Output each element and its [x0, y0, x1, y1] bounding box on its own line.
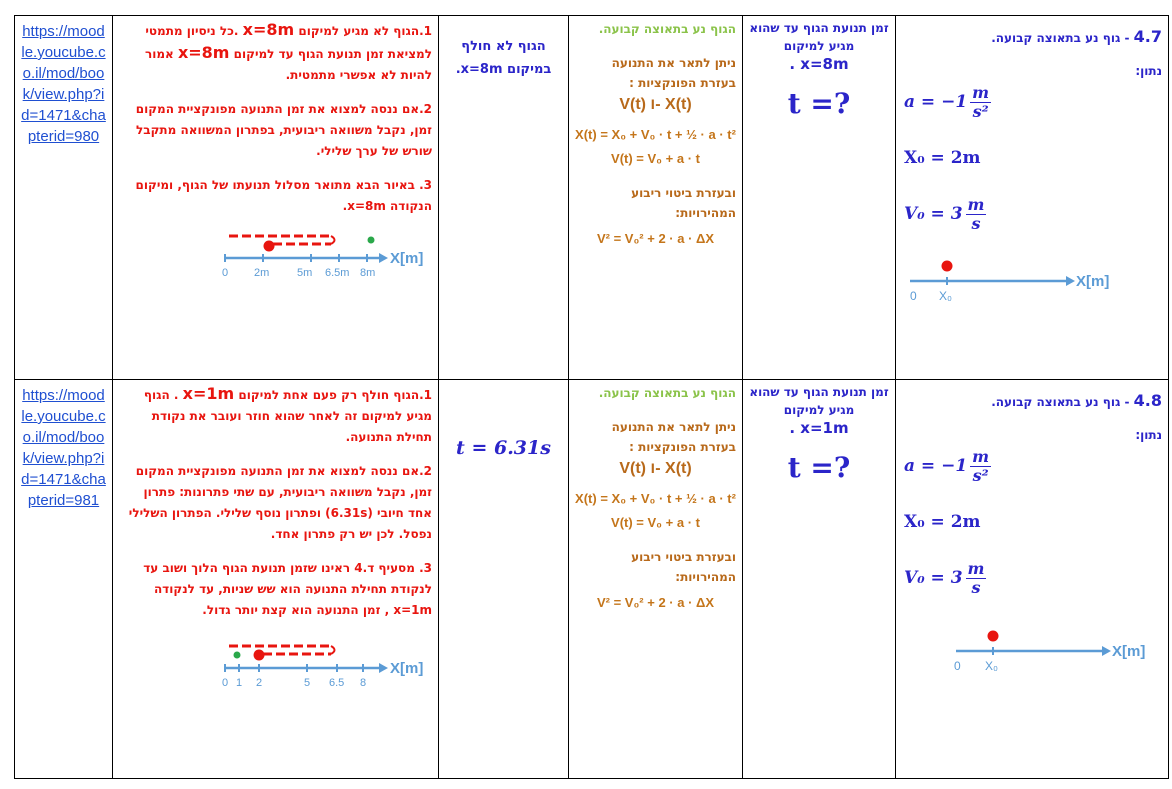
- tick-label: 8: [360, 677, 367, 689]
- given-axis-diagram: [952, 626, 1172, 674]
- question-cell: [743, 380, 896, 779]
- initial-velocity-value: V₀ = 3 m s: [904, 558, 985, 597]
- tick-label: 8m: [360, 267, 376, 279]
- answer-text: הגוף לא חולף במיקום x=8m.: [455, 39, 552, 77]
- explanation-p1: 1.הגוף לא מגיע למיקום x=8m .כל ניסיון מתמטי למציאת זמן תנועת הגוף עד למיקום x=8m אמור להיות לא אפשרי מתמטית.: [144, 20, 432, 82]
- target-dot: [368, 237, 375, 244]
- moodle-link[interactable]: https://moodle.youcube.co.il/mod/book/view.php?id=1471&chapterid=980: [21, 23, 106, 145]
- axis-label: X[m]: [1076, 273, 1110, 290]
- trajectory-diagram: [219, 230, 434, 286]
- given-cell: [896, 16, 1169, 380]
- axis-label: X[m]: [1112, 643, 1146, 660]
- problem-title: 4.7 - גוף נע בתאוצה קבועה.: [991, 27, 1162, 46]
- constant-acceleration-note: הגוף נע בתאוצה קבועה.: [598, 386, 736, 400]
- table-row: [15, 380, 1169, 779]
- velocity-equation: V(t) = V₀ + a · t: [611, 515, 700, 530]
- velocity-squared-equation: V² = V₀² + 2 · a · ΔX: [596, 231, 715, 246]
- given-cell: [896, 380, 1169, 779]
- initial-position-value: X₀ = 2m: [904, 512, 981, 532]
- given-axis-diagram: [906, 256, 1126, 304]
- answer-math: t = 6.31s: [456, 437, 551, 459]
- question-cell: [743, 16, 896, 380]
- answer-cell: [439, 16, 569, 380]
- axis-label: X[m]: [390, 250, 424, 267]
- axis-arrow-icon: [379, 663, 388, 673]
- question-text: זמן תנועת הגוף עד שהוא מגיע למיקום: [749, 385, 889, 417]
- table-row: [15, 16, 1169, 380]
- turn-arc: [331, 646, 335, 654]
- initial-position-value: X₀ = 2m: [904, 148, 981, 168]
- tick-label: X₀: [985, 659, 998, 673]
- start-dot: [264, 241, 275, 252]
- tick-label: 0: [954, 659, 961, 673]
- given-label: נתון:: [1135, 64, 1162, 78]
- position-equation: X(t) = X₀ + V₀ · t + ½ · a · t²: [575, 491, 736, 506]
- trajectory-diagram: [219, 644, 434, 694]
- link-cell: [15, 16, 113, 380]
- tick-label: 2m: [254, 267, 270, 279]
- formulas-cell: [569, 380, 743, 779]
- functions-vx: V(t) ו- X(t): [619, 96, 692, 113]
- tick-label: 2: [256, 677, 263, 689]
- tick-label: 0: [222, 267, 229, 279]
- formulas-cell: [569, 16, 743, 380]
- initial-velocity-value: V₀ = 3 m s: [904, 194, 985, 233]
- solutions-table: [14, 15, 1169, 779]
- axis-arrow-icon: [379, 253, 388, 263]
- tick-label: 5m: [297, 267, 313, 279]
- given-label: נתון:: [1135, 428, 1162, 442]
- functions-description: ניתן לתאר את התנועה בעזרת הפונקציות :: [611, 56, 736, 90]
- velocity-equation: V(t) = V₀ + a · t: [611, 151, 700, 166]
- target-dot: [234, 652, 241, 659]
- explanation-p1: 1.הגוף חולף רק פעם אחת למיקום x=1m . הגוף מגיע למיקום זה לאחר שהוא חוזר ועובר את נקודת תחילת התנועה.: [143, 384, 432, 444]
- body-dot: [988, 631, 999, 642]
- explanation-p2: 2.אם ננסה למצוא את זמן התנועה מפונקציית המקום זמן, נקבל משוואה ריבועית, עם שתי פתרונות: פתרון אחד חיובי (6.31s) ופתרון נוסף שלילי. הפתרון השלילי נפסל. לכן יש רק פתרון אחד.: [128, 464, 432, 541]
- functions-description: ניתן לתאר את התנועה בעזרת הפונקציות :: [611, 420, 736, 454]
- tick-label: 0: [910, 289, 917, 303]
- explanation-p3: 3. באיור הבא מתואר מסלול תנועתו של הגוף, ומיקום הנקודה x=8m.: [135, 178, 432, 213]
- explanation-cell: [113, 380, 439, 779]
- acceleration-value: a = −1 m s²: [904, 82, 990, 121]
- tick-label: X₀: [939, 289, 952, 303]
- link-cell: [15, 380, 113, 779]
- tick-label: 6.5m: [325, 267, 350, 279]
- body-dot: [942, 261, 953, 272]
- start-dot: [254, 650, 265, 661]
- turn-arc: [331, 236, 335, 244]
- problem-title: 4.8 - גוף נע בתאוצה קבועה.: [991, 391, 1162, 410]
- position-equation: X(t) = X₀ + V₀ · t + ½ · a · t²: [575, 127, 736, 142]
- constant-acceleration-note: הגוף נע בתאוצה קבועה.: [598, 22, 736, 36]
- functions-vx: V(t) ו- X(t): [619, 460, 692, 477]
- answer-cell: [439, 380, 569, 779]
- velocity-squared-description: ובעזרת ביטוי ריבוע המהירויות:: [631, 186, 736, 220]
- question-text: זמן תנועת הגוף עד שהוא מגיע למיקום: [749, 21, 889, 53]
- axis-arrow-icon: [1066, 276, 1075, 286]
- explanation-p2: 2.אם ננסה למצוא את זמן התנועה מפונקציית המקום זמן, נקבל משוואה ריבועית, בפתרון המשוואה מתקבל שורש של ערך שלילי.: [135, 102, 432, 158]
- tick-label: 5: [304, 677, 311, 689]
- explanation-p3: 3. מסעיף ד.4 ראינו שזמן תנועת הגוף הלוך ושוב עד לנקודת תחילת התנועה הוא שש שניות, עד לנקודה x=1m , זמן התנועה הוא קצת יותר גדול.: [143, 561, 432, 617]
- question-position: x=8m .: [789, 55, 849, 73]
- velocity-squared-equation: V² = V₀² + 2 · a · ΔX: [596, 595, 715, 610]
- moodle-link[interactable]: https://moodle.youcube.co.il/mod/book/view.php?id=1471&chapterid=981: [21, 387, 106, 509]
- acceleration-value: a = −1 m s²: [904, 446, 990, 485]
- axis-arrow-icon: [1102, 646, 1111, 656]
- question-t: t =?: [787, 451, 851, 484]
- question-t: t =?: [787, 87, 851, 120]
- tick-label: 1: [236, 677, 243, 689]
- tick-label: 0: [222, 677, 229, 689]
- tick-label: 6.5: [329, 677, 345, 689]
- axis-label: X[m]: [390, 660, 424, 677]
- velocity-squared-description: ובעזרת ביטוי ריבוע המהירויות:: [631, 550, 736, 584]
- explanation-cell: [113, 16, 439, 380]
- question-position: x=1m .: [789, 419, 849, 437]
